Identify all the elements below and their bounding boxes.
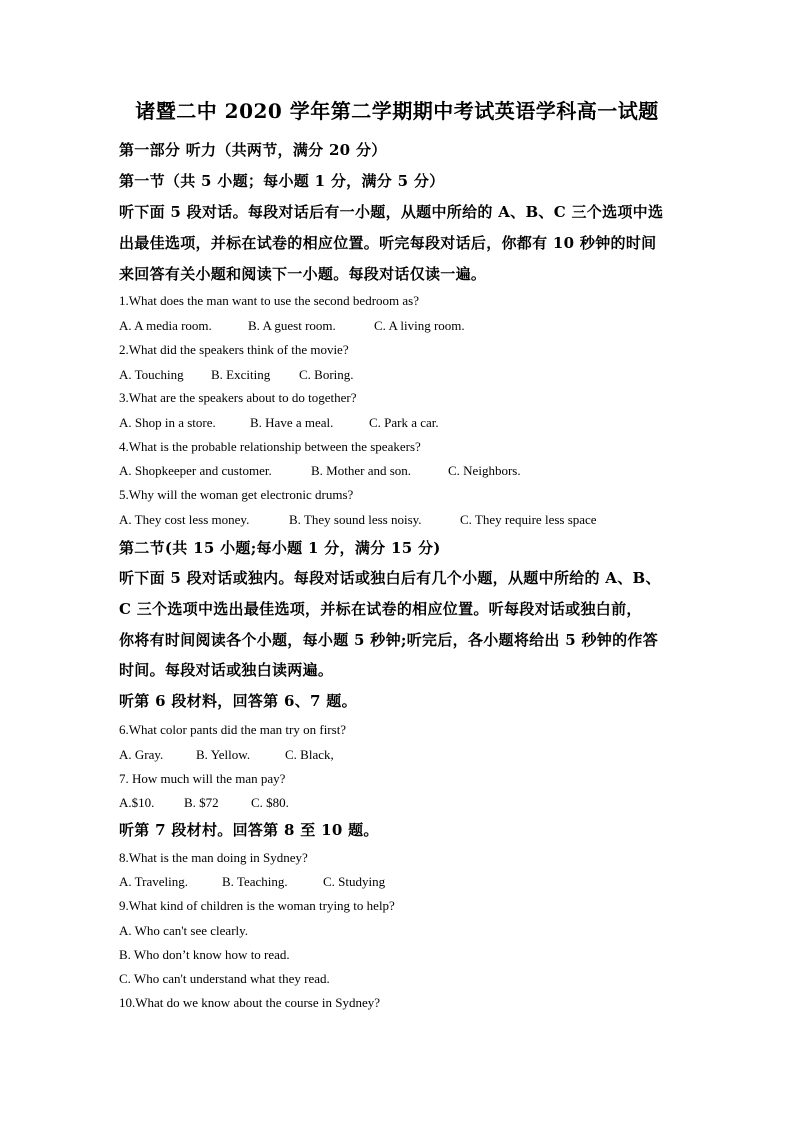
option-a: A. Traveling. <box>119 874 188 889</box>
option-c: C. Black, <box>285 747 334 762</box>
option-c: C. Studying <box>323 874 386 889</box>
option-c: C. Boring. <box>299 367 354 382</box>
option-a: A. Who can't see clearly. <box>119 923 249 938</box>
section1-instruction-line: 出最佳选项，并标在试卷的相应位置。听完每段对话后，你都有 10 秒钟的时间 <box>119 234 657 252</box>
option-a: A. Shop in a store. <box>119 415 216 430</box>
option-c: C. Neighbors. <box>448 463 521 478</box>
section2-instruction-line: 听下面 5 段对话或独内。每段对话或独白后有几个小题，从题中所给的 A、B、 <box>119 569 661 587</box>
material-6-heading: 听第 6 段材料，回答第 6、7 题。 <box>119 692 357 710</box>
option-a: A. Shopkeeper and customer. <box>119 463 272 478</box>
question-4: 4.What is the probable relationship between the speakers? <box>119 439 421 454</box>
question-2: 2.What did the speakers think of the movie? <box>119 342 349 357</box>
option-b: B. Exciting <box>211 367 271 382</box>
section1-instruction-line: 来回答有关小题和阅读下一小题。每段对话仅读一遍。 <box>119 265 487 283</box>
option-c: C. They require less space <box>460 512 597 527</box>
option-b: B. Teaching. <box>222 874 288 889</box>
section2-instruction-line: 时间。每段对话或独白读两遍。 <box>119 661 334 679</box>
option-a: A. Gray. <box>119 747 164 762</box>
option-a: A. Touching <box>119 367 184 382</box>
section2-instruction-line: C 三个选项中选出最佳选项，并标在试卷的相应位置。听每段对话或独白前， <box>119 600 642 618</box>
question-3: 3.What are the speakers about to do together? <box>119 390 357 405</box>
question-7: 7. How much will the man pay? <box>119 771 286 786</box>
section2-instruction-line: 你将有时间阅读各个小题，每小题 5 秒钟;听完后，各小题将给出 5 秒钟的作答 <box>119 631 659 649</box>
exam-title: 诸暨二中 2020 学年第二学期期中考试英语学科高一试题 <box>135 99 659 123</box>
option-b: B. Mother and son. <box>311 463 412 478</box>
option-b: B. Yellow. <box>196 747 251 762</box>
option-b: B. They sound less noisy. <box>289 512 422 527</box>
option-c: C. $80. <box>251 795 289 810</box>
question-10: 10.What do we know about the course in Sydney? <box>119 995 381 1010</box>
option-c: C. Park a car. <box>369 415 439 430</box>
part1-heading: 第一部分 听力（共两节，满分 20 分） <box>119 141 387 159</box>
option-b: B. A guest room. <box>248 318 336 333</box>
section1-heading: 第一节（共 5 小题；每小题 1 分，满分 5 分） <box>119 172 445 190</box>
option-a: A. They cost less money. <box>119 512 250 527</box>
question-1: 1.What does the man want to use the second bedroom as? <box>119 293 419 308</box>
question-6: 6.What color pants did the man try on first? <box>119 722 347 737</box>
option-c: C. Who can't understand what they read. <box>119 971 330 986</box>
option-a: A. A media room. <box>119 318 212 333</box>
option-b: B. Who don’t know how to read. <box>119 947 290 962</box>
section2-heading: 第二节(共 15 小题;每小题 1 分，满分 15 分) <box>119 539 441 557</box>
question-9: 9.What kind of children is the woman trying to help? <box>119 898 395 913</box>
option-b: B. Have a meal. <box>250 415 334 430</box>
option-a: A.$10. <box>119 795 155 810</box>
option-c: C. A living room. <box>374 318 465 333</box>
material-7-heading: 听第 7 段材村。回答第 8 至 10 题。 <box>119 821 379 839</box>
question-5: 5.Why will the woman get electronic drums? <box>119 487 354 502</box>
option-b: B. $72 <box>184 795 219 810</box>
section1-instruction-line: 听下面 5 段对话。每段对话后有一小题，从题中所给的 A、B、C 三个选项中选 <box>119 203 664 221</box>
question-8: 8.What is the man doing in Sydney? <box>119 850 308 865</box>
